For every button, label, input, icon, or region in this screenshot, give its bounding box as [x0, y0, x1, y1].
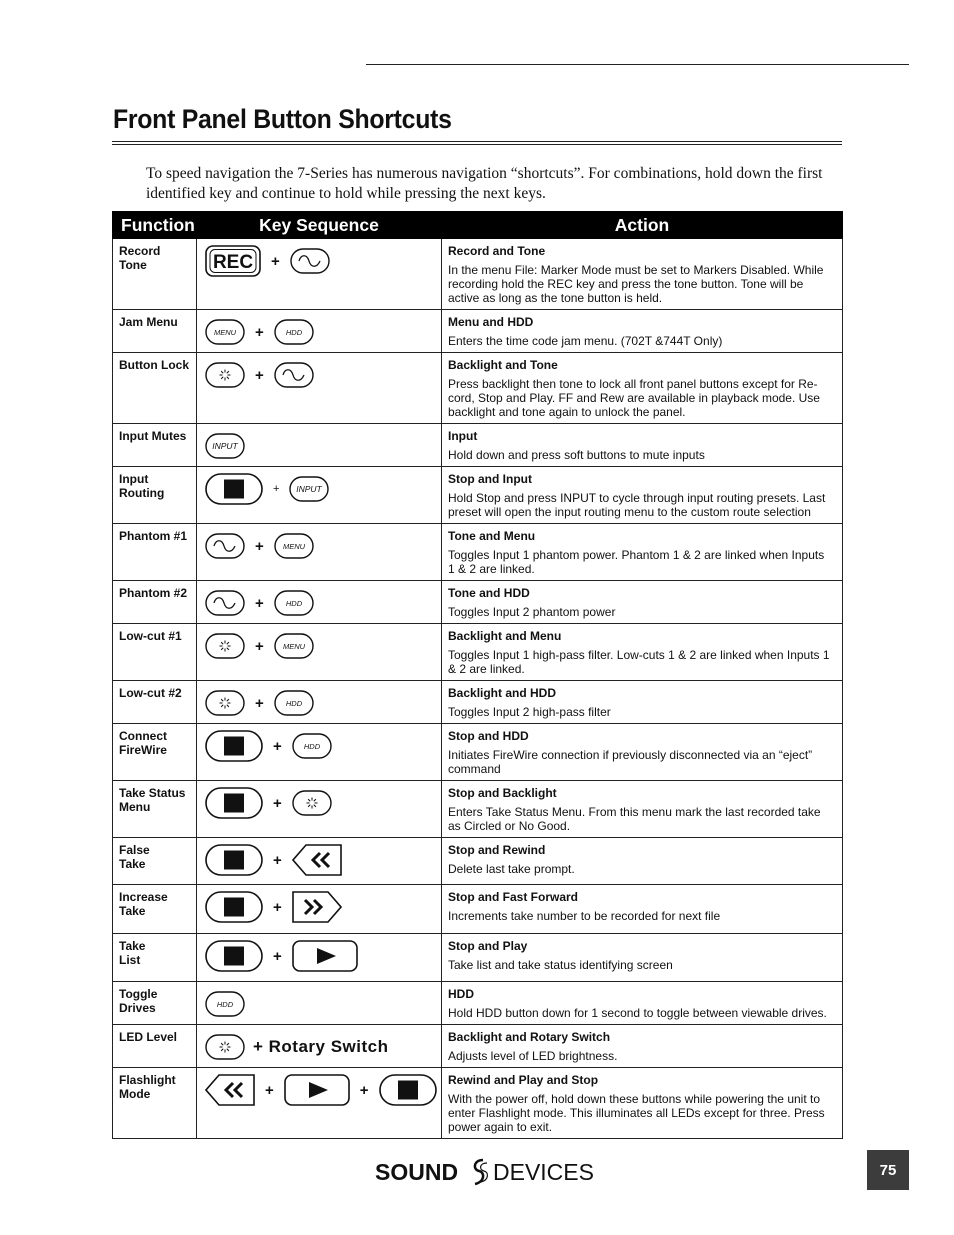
- rewind-button-icon: [292, 844, 342, 876]
- header-key-sequence: Key Sequence: [197, 212, 442, 239]
- table-row: [113, 781, 843, 838]
- table-row: [113, 934, 843, 982]
- action-title: Backlight and Rotary Switch: [448, 1030, 611, 1044]
- function-cell: Input Routing: [113, 467, 197, 524]
- plus-sign: +: [265, 1081, 274, 1099]
- plus-sign: +: [359, 1081, 369, 1099]
- action-title: Stop and Play: [448, 939, 528, 953]
- hdd-button-icon: [274, 319, 314, 345]
- action-cell: [442, 353, 843, 424]
- menu-button-icon: [205, 319, 245, 345]
- header-action: Action: [442, 212, 843, 239]
- action-description: In the menu File: Marker Mode must be set to Markers Disabled. While recording hold the REC key and press the tone button. Tone will be active as long as the tone button is held.: [448, 263, 824, 305]
- function-cell: LED Level: [113, 1025, 197, 1068]
- hdd-key-label: HDD: [285, 328, 302, 337]
- action-title: Input: [448, 429, 478, 443]
- action-title: Backlight and HDD: [448, 686, 557, 700]
- hdd-button-icon: [292, 733, 332, 759]
- input-key-label: INPUT: [212, 441, 238, 451]
- table-row: [113, 353, 843, 424]
- rec-button-icon: [205, 245, 261, 277]
- action-cell: [442, 624, 843, 681]
- action-title: HDD: [448, 987, 474, 1001]
- rec-key-label: REC: [212, 252, 254, 273]
- action-title: Stop and Backlight: [448, 786, 557, 800]
- function-cell: Record Tone: [113, 239, 197, 310]
- action-description: Toggles Input 1 phantom power. Phantom 1 & 2 are linked when Inputs 1 & 2 are linked.: [448, 548, 825, 576]
- rotary-switch-label: + Rotary Switch: [253, 1037, 389, 1056]
- action-cell: [442, 467, 843, 524]
- key-sequence-cell: [197, 1068, 442, 1139]
- function-cell: Increase Take: [113, 885, 197, 934]
- action-title: Tone and Menu: [448, 529, 536, 543]
- tone-button-icon: [274, 362, 314, 388]
- plus-sign: +: [273, 737, 282, 755]
- stop-button-icon: [205, 891, 263, 923]
- table-row: [113, 424, 843, 467]
- table-header-row: [113, 212, 843, 239]
- tone-button-icon: [205, 533, 245, 559]
- stop-button-icon: [379, 1074, 437, 1106]
- function-cell: Toggle Drives: [113, 982, 197, 1025]
- action-cell: [442, 885, 843, 934]
- action-description: Toggles Input 1 high-pass filter. Low-cuts 1 & 2 are linked when Inputs 1 & 2 are linked.: [448, 648, 830, 676]
- menu-key-label: MENU: [213, 328, 237, 337]
- function-cell: Take Status Menu: [113, 781, 197, 838]
- function-cell: Button Lock: [113, 353, 197, 424]
- input-button-icon: [289, 476, 329, 502]
- action-description: With the power off, hold down these buttons while powering the unit to enter Flashlight mode. This illuminates all LEDs except for three. Press power again to exit.: [448, 1092, 825, 1134]
- backlight-button-icon: [205, 362, 245, 388]
- sound-devices-logo: [375, 1154, 595, 1190]
- intro-paragraph: To speed navigation the 7-Series has numerous navigation “shortcuts”. For combinations, hold down the first identified key and continue to hold while pressing the next keys.: [146, 165, 823, 202]
- key-sequence-cell: [197, 353, 442, 424]
- action-cell: [442, 581, 843, 624]
- key-sequence-cell: [197, 1025, 442, 1068]
- title-rule: [112, 141, 842, 145]
- header-function: Function: [113, 212, 197, 239]
- key-sequence-cell: [197, 581, 442, 624]
- key-sequence-cell: [197, 681, 442, 724]
- menu-key-label: MENU: [282, 642, 305, 651]
- table-row: [113, 885, 843, 934]
- action-title: Stop and HDD: [448, 729, 529, 743]
- page-title: Front Panel Button Shortcuts: [113, 104, 452, 134]
- hdd-key-label: HDD: [303, 742, 320, 751]
- action-title: Menu and HDD: [448, 315, 534, 329]
- input-key-label: INPUT: [296, 484, 323, 494]
- function-cell: Phantom #1: [113, 524, 197, 581]
- table-row: [113, 982, 843, 1025]
- rewind-button-icon: [205, 1074, 255, 1106]
- page-number: 75: [867, 1150, 909, 1190]
- table-row: [113, 310, 843, 353]
- plus-sign: +: [255, 537, 264, 555]
- table-row: [113, 524, 843, 581]
- table-row: [113, 1025, 843, 1068]
- plus-sign: +: [255, 323, 264, 341]
- menu-key-label: MENU: [282, 542, 305, 551]
- function-cell: False Take: [113, 838, 197, 885]
- action-cell: [442, 934, 843, 982]
- key-sequence-cell: [197, 624, 442, 681]
- action-cell: [442, 239, 843, 310]
- action-cell: [442, 310, 843, 353]
- hdd-button-icon: [274, 690, 314, 716]
- key-sequence-cell: [197, 724, 442, 781]
- action-cell: [442, 681, 843, 724]
- action-title: Record and Tone: [448, 244, 546, 258]
- function-cell: Flashlight Mode: [113, 1068, 197, 1139]
- stop-button-icon: [205, 844, 263, 876]
- action-description: Hold down and press soft buttons to mute inputs: [448, 448, 705, 462]
- table-row: [113, 681, 843, 724]
- hdd-key-label: HDD: [285, 699, 302, 708]
- key-sequence-cell: [197, 467, 442, 524]
- backlight-button-icon: [292, 790, 332, 816]
- table-row: [113, 467, 843, 524]
- action-cell: [442, 781, 843, 838]
- action-cell: [442, 724, 843, 781]
- stop-button-icon: [205, 787, 263, 819]
- action-description: Enters the time code jam menu. (702T &744T Only): [448, 334, 723, 348]
- action-description: Hold HDD button down for 1 second to toggle between viewable drives.: [448, 1006, 827, 1020]
- table-row: [113, 724, 843, 781]
- action-cell: [442, 524, 843, 581]
- key-sequence-cell: [197, 781, 442, 838]
- action-title: Stop and Input: [448, 472, 532, 486]
- function-cell: Jam Menu: [113, 310, 197, 353]
- plus-sign: +: [255, 594, 264, 612]
- action-cell: [442, 838, 843, 885]
- logo-sound-text: SOUND: [375, 1159, 459, 1185]
- key-sequence-cell: [197, 982, 442, 1025]
- hdd-key-label: HDD: [285, 599, 302, 608]
- action-description: Adjusts level of LED brightness.: [448, 1049, 618, 1063]
- plus-sign: +: [271, 252, 280, 270]
- table-row: [113, 624, 843, 681]
- key-sequence-cell: [197, 934, 442, 982]
- function-cell: Take List: [113, 934, 197, 982]
- plus-sign: +: [255, 637, 264, 655]
- key-sequence-cell: [197, 885, 442, 934]
- function-cell: Low-cut #2: [113, 681, 197, 724]
- plus-sign: +: [255, 366, 264, 384]
- logo-devices-text: DEVICES: [493, 1159, 594, 1185]
- table-row: [113, 838, 843, 885]
- function-cell: Low-cut #1: [113, 624, 197, 681]
- tone-button-icon: [290, 248, 330, 274]
- ffwd-button-icon: [292, 891, 342, 923]
- table-row: [113, 581, 843, 624]
- key-sequence-cell: [197, 310, 442, 353]
- action-description: Hold Stop and press INPUT to cycle through input routing presets. Last preset will open the input routing menu to the custom route selection: [448, 491, 826, 519]
- action-description: Enters Take Status Menu. From this menu mark the last recorded take as Circled or No Good.: [448, 805, 821, 833]
- stop-button-icon: [205, 940, 263, 972]
- action-title: Stop and Rewind: [448, 843, 546, 857]
- function-cell: Input Mutes: [113, 424, 197, 467]
- key-sequence-cell: [197, 838, 442, 885]
- key-sequence-cell: [197, 239, 442, 310]
- input-button-icon: [205, 433, 245, 459]
- play-button-icon: [292, 940, 358, 972]
- shortcuts-table: [112, 211, 843, 1139]
- backlight-button-icon: [205, 633, 245, 659]
- menu-button-icon: [274, 533, 314, 559]
- action-description: Delete last take prompt.: [448, 862, 575, 876]
- action-title: Rewind and Play and Stop: [448, 1073, 599, 1087]
- table-row: [113, 239, 843, 310]
- function-cell: Connect FireWire: [113, 724, 197, 781]
- backlight-button-icon: [205, 1034, 245, 1060]
- plus-sign: +: [273, 851, 282, 869]
- action-title: Backlight and Menu: [448, 629, 562, 643]
- action-cell: [442, 1025, 843, 1068]
- action-title: Tone and HDD: [448, 586, 530, 600]
- action-title: Backlight and Tone: [448, 358, 558, 372]
- key-sequence-cell: [197, 424, 442, 467]
- action-description: Toggles Input 2 phantom power: [448, 605, 616, 619]
- stop-button-icon: [205, 473, 263, 505]
- header-rule: [366, 64, 909, 65]
- plus-sign: +: [273, 898, 282, 916]
- action-cell: [442, 424, 843, 467]
- action-description: Toggles Input 2 high-pass filter: [448, 705, 611, 719]
- tone-button-icon: [205, 590, 245, 616]
- action-cell: [442, 982, 843, 1025]
- backlight-button-icon: [205, 690, 245, 716]
- hdd-key-label: HDD: [216, 1000, 234, 1009]
- function-cell: Phantom #2: [113, 581, 197, 624]
- action-description: Press backlight then tone to lock all front panel buttons except for Re-cord, Stop and Play. FF and Rew are available in playback mode. Use backlight and tone again to unlock the panel.: [448, 377, 820, 419]
- hdd-button-icon: [205, 991, 245, 1017]
- action-title: Stop and Fast Forward: [448, 890, 579, 904]
- action-description: Initiates FireWire connection if previously disconnected via an “eject” command: [448, 748, 813, 776]
- table-row: [113, 1068, 843, 1139]
- action-description: Increments take number to be recorded for next file: [448, 909, 721, 923]
- hdd-button-icon: [274, 590, 314, 616]
- action-description: Take list and take status identifying screen: [448, 958, 673, 972]
- action-cell: [442, 1068, 843, 1139]
- plus-sign: +: [273, 794, 282, 812]
- menu-button-icon: [274, 633, 314, 659]
- play-button-icon: [284, 1074, 350, 1106]
- plus-sign: +: [273, 947, 282, 965]
- plus-sign: +: [255, 694, 264, 712]
- stop-button-icon: [205, 730, 263, 762]
- plus-sign: +: [273, 483, 280, 495]
- key-sequence-cell: [197, 524, 442, 581]
